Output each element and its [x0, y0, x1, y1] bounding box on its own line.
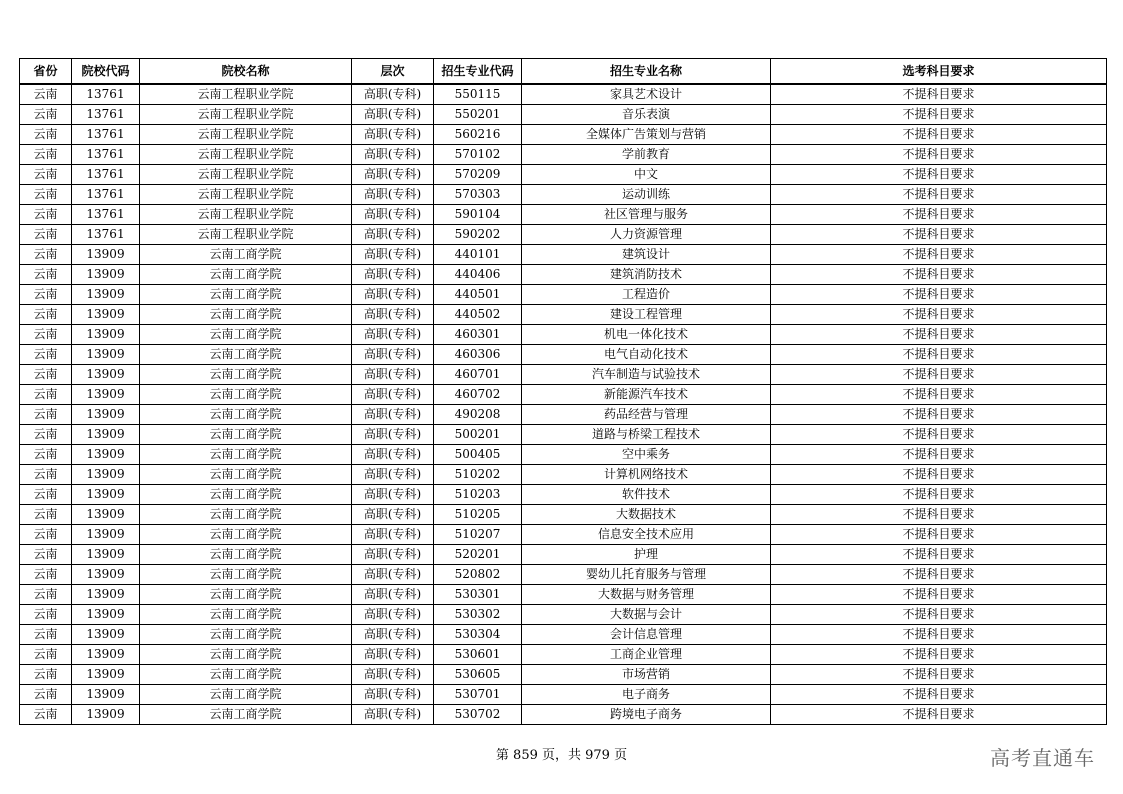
cell-school-name: 云南工商学院: [140, 265, 352, 285]
cell-province: 云南: [20, 485, 72, 505]
cell-level: 高职(专科): [352, 84, 434, 105]
cell-school-code: 13909: [72, 245, 140, 265]
cell-subject-requirement: 不提科目要求: [771, 165, 1107, 185]
cell-subject-requirement: 不提科目要求: [771, 345, 1107, 365]
cell-subject-requirement: 不提科目要求: [771, 545, 1107, 565]
table-row: [20, 525, 1107, 545]
cell-level: 高职(专科): [352, 325, 434, 345]
cell-school-code: 13761: [72, 84, 140, 105]
cell-major-name: 学前教育: [522, 145, 771, 165]
cell-subject-requirement: 不提科目要求: [771, 505, 1107, 525]
cell-level: 高职(专科): [352, 385, 434, 405]
cell-major-name: 音乐表演: [522, 105, 771, 125]
watermark-logo-text: 高考直通车: [990, 746, 1095, 770]
cell-level: 高职(专科): [352, 205, 434, 225]
cell-school-code: 13761: [72, 185, 140, 205]
cell-major-code: 530702: [434, 705, 522, 725]
cell-subject-requirement: 不提科目要求: [771, 285, 1107, 305]
cell-subject-requirement: 不提科目要求: [771, 145, 1107, 165]
page-number: 第 859 页，共 979 页: [495, 748, 628, 763]
cell-subject-requirement: 不提科目要求: [771, 485, 1107, 505]
cell-school-code: 13909: [72, 505, 140, 525]
cell-major-name: 软件技术: [522, 485, 771, 505]
table-row: [20, 425, 1107, 445]
cell-province: 云南: [20, 525, 72, 545]
cell-province: 云南: [20, 405, 72, 425]
cell-major-code: 530302: [434, 605, 522, 625]
table-row: [20, 465, 1107, 485]
cell-school-code: 13909: [72, 445, 140, 465]
cell-level: 高职(专科): [352, 565, 434, 585]
cell-school-name: 云南工商学院: [140, 645, 352, 665]
cell-major-name: 中文: [522, 165, 771, 185]
cell-province: 云南: [20, 625, 72, 645]
cell-school-code: 13909: [72, 665, 140, 685]
cell-level: 高职(专科): [352, 505, 434, 525]
cell-major-name: 新能源汽车技术: [522, 385, 771, 405]
table-row: [20, 185, 1107, 205]
table-row: [20, 145, 1107, 165]
table-row: [20, 445, 1107, 465]
cell-major-name: 建设工程管理: [522, 305, 771, 325]
cell-school-code: 13909: [72, 425, 140, 445]
cell-school-name: 云南工商学院: [140, 325, 352, 345]
cell-major-name: 汽车制造与试验技术: [522, 365, 771, 385]
cell-subject-requirement: 不提科目要求: [771, 305, 1107, 325]
cell-province: 云南: [20, 185, 72, 205]
cell-level: 高职(专科): [352, 645, 434, 665]
cell-school-code: 13909: [72, 325, 140, 345]
header-level: 层次: [352, 59, 434, 85]
cell-school-code: 13909: [72, 365, 140, 385]
cell-major-name: 电气自动化技术: [522, 345, 771, 365]
cell-subject-requirement: 不提科目要求: [771, 405, 1107, 425]
cell-school-name: 云南工程职业学院: [140, 165, 352, 185]
cell-school-code: 13909: [72, 285, 140, 305]
cell-major-name: 信息安全技术应用: [522, 525, 771, 545]
cell-level: 高职(专科): [352, 545, 434, 565]
cell-province: 云南: [20, 365, 72, 385]
table-row: [20, 665, 1107, 685]
cell-school-code: 13761: [72, 105, 140, 125]
cell-major-code: 560216: [434, 125, 522, 145]
cell-province: 云南: [20, 425, 72, 445]
cell-province: 云南: [20, 645, 72, 665]
cell-major-code: 510202: [434, 465, 522, 485]
cell-province: 云南: [20, 465, 72, 485]
cell-major-name: 机电一体化技术: [522, 325, 771, 345]
cell-school-code: 13909: [72, 645, 140, 665]
cell-major-code: 440502: [434, 305, 522, 325]
cell-major-code: 590202: [434, 225, 522, 245]
cell-level: 高职(专科): [352, 145, 434, 165]
cell-province: 云南: [20, 205, 72, 225]
table-row: [20, 305, 1107, 325]
table-row: [20, 485, 1107, 505]
cell-subject-requirement: 不提科目要求: [771, 205, 1107, 225]
cell-level: 高职(专科): [352, 245, 434, 265]
cell-major-code: 490208: [434, 405, 522, 425]
cell-school-name: 云南工程职业学院: [140, 145, 352, 165]
cell-major-code: 510203: [434, 485, 522, 505]
cell-level: 高职(专科): [352, 525, 434, 545]
table-row: [20, 605, 1107, 625]
cell-school-code: 13909: [72, 545, 140, 565]
cell-level: 高职(专科): [352, 105, 434, 125]
cell-major-code: 460306: [434, 345, 522, 365]
cell-school-name: 云南工程职业学院: [140, 185, 352, 205]
cell-province: 云南: [20, 165, 72, 185]
cell-major-name: 护理: [522, 545, 771, 565]
table-row: [20, 265, 1107, 285]
table-row: [20, 645, 1107, 665]
cell-school-name: 云南工程职业学院: [140, 125, 352, 145]
cell-major-name: 空中乘务: [522, 445, 771, 465]
cell-school-name: 云南工商学院: [140, 345, 352, 365]
cell-major-code: 530304: [434, 625, 522, 645]
cell-subject-requirement: 不提科目要求: [771, 385, 1107, 405]
cell-subject-requirement: 不提科目要求: [771, 625, 1107, 645]
cell-major-code: 550115: [434, 84, 522, 105]
cell-province: 云南: [20, 605, 72, 625]
cell-school-name: 云南工商学院: [140, 545, 352, 565]
cell-level: 高职(专科): [352, 665, 434, 685]
table-row: [20, 205, 1107, 225]
cell-major-name: 大数据与财务管理: [522, 585, 771, 605]
table-row: [20, 625, 1107, 645]
cell-major-name: 电子商务: [522, 685, 771, 705]
cell-level: 高职(专科): [352, 585, 434, 605]
cell-level: 高职(专科): [352, 625, 434, 645]
cell-school-code: 13909: [72, 465, 140, 485]
cell-school-name: 云南工商学院: [140, 245, 352, 265]
cell-subject-requirement: 不提科目要求: [771, 685, 1107, 705]
cell-major-code: 570303: [434, 185, 522, 205]
cell-major-code: 500405: [434, 445, 522, 465]
cell-school-name: 云南工商学院: [140, 305, 352, 325]
table-row: [20, 84, 1107, 105]
cell-school-name: 云南工商学院: [140, 705, 352, 725]
cell-level: 高职(专科): [352, 365, 434, 385]
cell-major-code: 530701: [434, 685, 522, 705]
table-row: [20, 285, 1107, 305]
cell-school-name: 云南工商学院: [140, 445, 352, 465]
cell-school-name: 云南工商学院: [140, 525, 352, 545]
cell-subject-requirement: 不提科目要求: [771, 125, 1107, 145]
cell-level: 高职(专科): [352, 305, 434, 325]
cell-level: 高职(专科): [352, 225, 434, 245]
table-header-row: [20, 59, 1107, 85]
cell-province: 云南: [20, 265, 72, 285]
cell-school-code: 13909: [72, 585, 140, 605]
cell-province: 云南: [20, 145, 72, 165]
cell-level: 高职(专科): [352, 265, 434, 285]
cell-school-name: 云南工商学院: [140, 665, 352, 685]
cell-subject-requirement: 不提科目要求: [771, 665, 1107, 685]
cell-major-name: 工程造价: [522, 285, 771, 305]
cell-school-name: 云南工商学院: [140, 625, 352, 645]
cell-major-name: 人力资源管理: [522, 225, 771, 245]
cell-school-code: 13761: [72, 205, 140, 225]
cell-school-code: 13909: [72, 345, 140, 365]
cell-province: 云南: [20, 105, 72, 125]
cell-level: 高职(专科): [352, 705, 434, 725]
cell-major-name: 建筑设计: [522, 245, 771, 265]
cell-level: 高职(专科): [352, 605, 434, 625]
cell-major-name: 全媒体广告策划与营销: [522, 125, 771, 145]
cell-school-code: 13909: [72, 685, 140, 705]
cell-school-code: 13909: [72, 565, 140, 585]
cell-subject-requirement: 不提科目要求: [771, 225, 1107, 245]
cell-major-code: 440501: [434, 285, 522, 305]
cell-major-code: 440101: [434, 245, 522, 265]
cell-school-code: 13761: [72, 145, 140, 165]
cell-major-name: 会计信息管理: [522, 625, 771, 645]
cell-major-name: 运动训练: [522, 185, 771, 205]
cell-school-name: 云南工商学院: [140, 685, 352, 705]
header-major-name: 招生专业名称: [522, 59, 771, 85]
header-school-name: 院校名称: [140, 59, 352, 85]
cell-level: 高职(专科): [352, 285, 434, 305]
cell-school-code: 13909: [72, 605, 140, 625]
cell-school-name: 云南工商学院: [140, 365, 352, 385]
cell-major-code: 440406: [434, 265, 522, 285]
cell-subject-requirement: 不提科目要求: [771, 605, 1107, 625]
cell-subject-requirement: 不提科目要求: [771, 445, 1107, 465]
cell-subject-requirement: 不提科目要求: [771, 645, 1107, 665]
cell-school-code: 13761: [72, 125, 140, 145]
cell-province: 云南: [20, 545, 72, 565]
cell-school-name: 云南工程职业学院: [140, 225, 352, 245]
cell-subject-requirement: 不提科目要求: [771, 705, 1107, 725]
cell-major-code: 520802: [434, 565, 522, 585]
cell-school-code: 13909: [72, 625, 140, 645]
cell-school-code: 13909: [72, 385, 140, 405]
cell-subject-requirement: 不提科目要求: [771, 325, 1107, 345]
cell-province: 云南: [20, 505, 72, 525]
cell-major-code: 570209: [434, 165, 522, 185]
cell-subject-requirement: 不提科目要求: [771, 105, 1107, 125]
cell-province: 云南: [20, 665, 72, 685]
cell-major-code: 530301: [434, 585, 522, 605]
cell-level: 高职(专科): [352, 445, 434, 465]
table-row: [20, 245, 1107, 265]
cell-major-code: 460702: [434, 385, 522, 405]
header-school-code: 院校代码: [72, 59, 140, 85]
cell-major-code: 570102: [434, 145, 522, 165]
table-row: [20, 165, 1107, 185]
cell-school-code: 13909: [72, 405, 140, 425]
cell-major-name: 社区管理与服务: [522, 205, 771, 225]
table-row: [20, 385, 1107, 405]
cell-school-name: 云南工程职业学院: [140, 105, 352, 125]
cell-school-name: 云南工商学院: [140, 605, 352, 625]
cell-school-code: 13761: [72, 165, 140, 185]
cell-subject-requirement: 不提科目要求: [771, 565, 1107, 585]
cell-province: 云南: [20, 84, 72, 105]
cell-level: 高职(专科): [352, 405, 434, 425]
cell-school-name: 云南工程职业学院: [140, 84, 352, 105]
cell-province: 云南: [20, 445, 72, 465]
table-row: [20, 565, 1107, 585]
cell-major-code: 510207: [434, 525, 522, 545]
cell-major-name: 跨境电子商务: [522, 705, 771, 725]
cell-major-name: 市场营销: [522, 665, 771, 685]
table-row: [20, 685, 1107, 705]
cell-level: 高职(专科): [352, 165, 434, 185]
cell-school-code: 13909: [72, 525, 140, 545]
cell-major-name: 婴幼儿托育服务与管理: [522, 565, 771, 585]
cell-subject-requirement: 不提科目要求: [771, 365, 1107, 385]
cell-province: 云南: [20, 245, 72, 265]
cell-school-name: 云南工商学院: [140, 405, 352, 425]
cell-level: 高职(专科): [352, 465, 434, 485]
cell-major-name: 建筑消防技术: [522, 265, 771, 285]
cell-major-code: 590104: [434, 205, 522, 225]
admission-requirements-table: [19, 58, 1107, 725]
table-body: [20, 84, 1107, 725]
cell-province: 云南: [20, 685, 72, 705]
cell-province: 云南: [20, 705, 72, 725]
header-subject-requirement: 选考科目要求: [771, 59, 1107, 85]
cell-major-code: 550201: [434, 105, 522, 125]
cell-major-name: 大数据技术: [522, 505, 771, 525]
cell-province: 云南: [20, 385, 72, 405]
cell-school-code: 13909: [72, 265, 140, 285]
cell-province: 云南: [20, 585, 72, 605]
cell-school-code: 13909: [72, 705, 140, 725]
cell-school-name: 云南工程职业学院: [140, 205, 352, 225]
cell-subject-requirement: 不提科目要求: [771, 425, 1107, 445]
cell-school-name: 云南工商学院: [140, 465, 352, 485]
cell-major-name: 大数据与会计: [522, 605, 771, 625]
table-row: [20, 105, 1107, 125]
cell-province: 云南: [20, 305, 72, 325]
cell-level: 高职(专科): [352, 425, 434, 445]
cell-major-code: 530605: [434, 665, 522, 685]
cell-level: 高职(专科): [352, 485, 434, 505]
table-row: [20, 325, 1107, 345]
cell-major-code: 460701: [434, 365, 522, 385]
cell-province: 云南: [20, 285, 72, 305]
cell-subject-requirement: 不提科目要求: [771, 585, 1107, 605]
cell-major-name: 工商企业管理: [522, 645, 771, 665]
table-row: [20, 545, 1107, 565]
cell-province: 云南: [20, 225, 72, 245]
cell-level: 高职(专科): [352, 685, 434, 705]
cell-major-code: 530601: [434, 645, 522, 665]
cell-school-name: 云南工商学院: [140, 485, 352, 505]
cell-school-code: 13909: [72, 305, 140, 325]
cell-subject-requirement: 不提科目要求: [771, 84, 1107, 105]
table-row: [20, 405, 1107, 425]
table-row: [20, 705, 1107, 725]
cell-level: 高职(专科): [352, 345, 434, 365]
table-row: [20, 505, 1107, 525]
cell-level: 高职(专科): [352, 185, 434, 205]
table-row: [20, 225, 1107, 245]
header-province: 省份: [20, 59, 72, 85]
header-major-code: 招生专业代码: [434, 59, 522, 85]
cell-major-code: 520201: [434, 545, 522, 565]
cell-school-name: 云南工商学院: [140, 385, 352, 405]
table-row: [20, 125, 1107, 145]
cell-major-name: 药品经营与管理: [522, 405, 771, 425]
cell-subject-requirement: 不提科目要求: [771, 265, 1107, 285]
cell-subject-requirement: 不提科目要求: [771, 525, 1107, 545]
cell-school-name: 云南工商学院: [140, 285, 352, 305]
cell-school-code: 13909: [72, 485, 140, 505]
cell-school-name: 云南工商学院: [140, 505, 352, 525]
cell-major-code: 510205: [434, 505, 522, 525]
cell-major-name: 道路与桥梁工程技术: [522, 425, 771, 445]
cell-province: 云南: [20, 565, 72, 585]
cell-major-code: 500201: [434, 425, 522, 445]
cell-province: 云南: [20, 325, 72, 345]
cell-school-name: 云南工商学院: [140, 425, 352, 445]
cell-subject-requirement: 不提科目要求: [771, 245, 1107, 265]
cell-province: 云南: [20, 125, 72, 145]
cell-major-code: 460301: [434, 325, 522, 345]
cell-level: 高职(专科): [352, 125, 434, 145]
table-row: [20, 365, 1107, 385]
cell-school-code: 13761: [72, 225, 140, 245]
cell-subject-requirement: 不提科目要求: [771, 185, 1107, 205]
cell-school-name: 云南工商学院: [140, 565, 352, 585]
cell-major-name: 家具艺术设计: [522, 84, 771, 105]
cell-major-name: 计算机网络技术: [522, 465, 771, 485]
cell-subject-requirement: 不提科目要求: [771, 465, 1107, 485]
table-row: [20, 345, 1107, 365]
cell-province: 云南: [20, 345, 72, 365]
table-row: [20, 585, 1107, 605]
cell-school-name: 云南工商学院: [140, 585, 352, 605]
